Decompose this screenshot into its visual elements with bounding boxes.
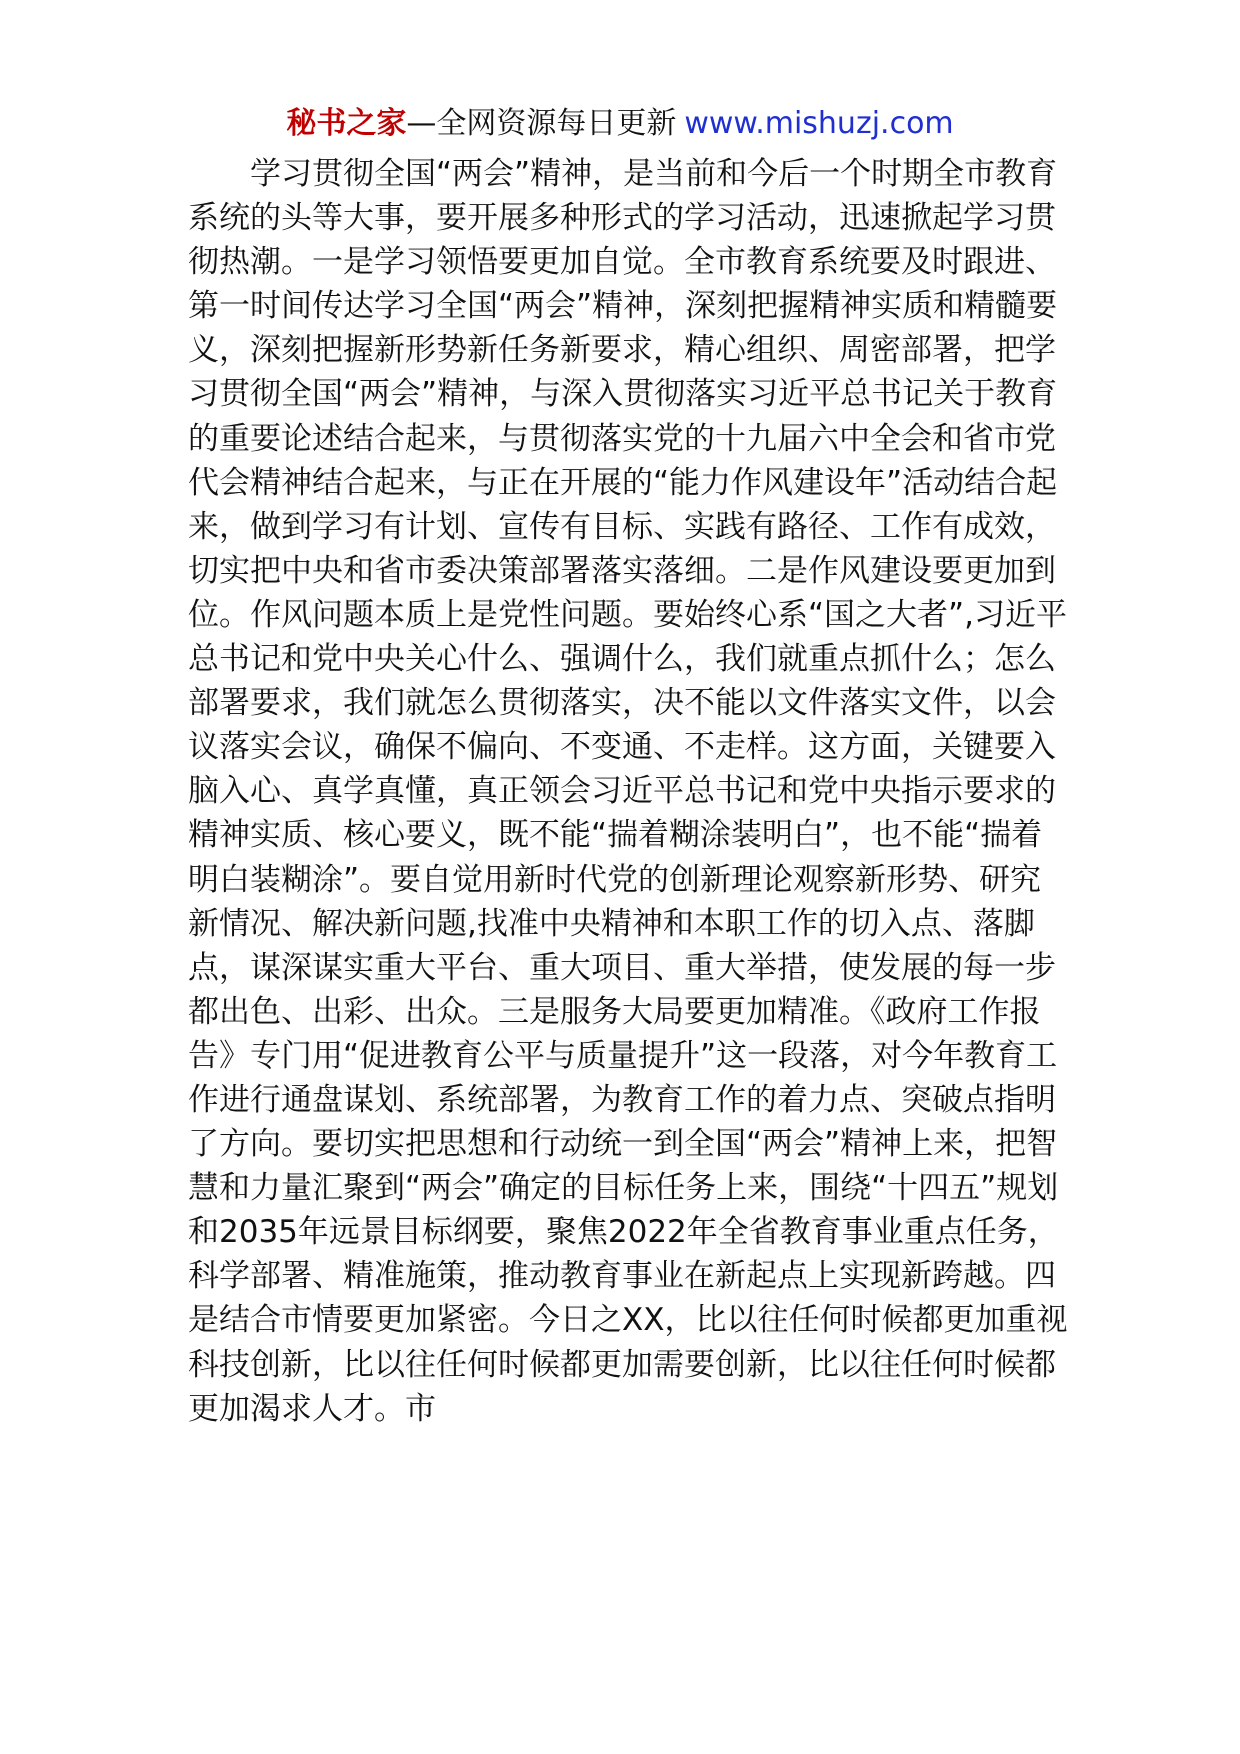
site-url-link[interactable]: www.mishuzj.com: [684, 106, 954, 141]
body-paragraph: 学习贯彻全国“两会”精神，是当前和今后一个时期全市教育系统的头等大事，要开展多种形式的学习活动，迅速掀起学习贯彻热潮。一是学习领悟要更加自觉。全市教育系统要及时跟进、第一时间传达学习全国“两会”精神，深刻把握精神实质和精髓要义，深刻把握新形势新任务新要求，精心组织、周密部署，把学习贯彻全国“两会”精神，与深入贯彻落实习近平总书记关于教育的重要论述结合起来，与贯彻落实党的十九届六中全会和省市党代会精神结合起来，与正在开展的“能力作风建设年”活动结合起来，做到学习有计划、宣传有目标、实践有路径、工作有成效，切实把中央和省市委决策部署落实落细。二是作风建设要更加到位。作风问题本质上是党性问题。要始终心系“国之大者”,习近平总书记和党中央关心什么、强调什么，我们就重点抓什么；怎么部署要求，我们就怎么贯彻落实，决不能以文件落实文件，以会议落实会议，确保不偏向、不变通、不走样。这方面，关键要入脑入心、真学真懂，真正领会习近平总书记和党中央指示要求的精神实质、核心要义，既不能“揣着糊涂装明白”，也不能“揣着明白装糊涂”。要自觉用新时代党的创新理论观察新形势、研究新情况、解决新问题,找准中央精神和本职工作的切入点、落脚点，谋深谋实重大平台、重大项目、重大举措，使发展的每一步都出色、出彩、出众。三是服务大局要更加精准。《政府工作报告》专门用“促进教育公平与质量提升”这一段落，对今年教育工作进行通盘谋划、系统部署，为教育工作的着力点、突破点指明了方向。要切实把思想和行动统一到全国“两会”精神上来，把智慧和力量汇聚到“两会”确定的目标任务上来，围绕“十四五”规划和2035年远景目标纲要，聚焦2022年全省教育事业重点任务，科学部署、精准施策，推动教育事业在新起点上实现新跨越。四是结合市情要更加紧密。今日之XX，比以往任何时候都更加重视科技创新，比以往任何时候都更加需要创新，比以往任何时候都更加渴求人才。市: [188, 156, 1068, 1427]
page-header: [0, 104, 1240, 144]
header-tagline: —全网资源每日更新: [406, 106, 677, 141]
brand-name: 秘书之家: [286, 106, 407, 141]
